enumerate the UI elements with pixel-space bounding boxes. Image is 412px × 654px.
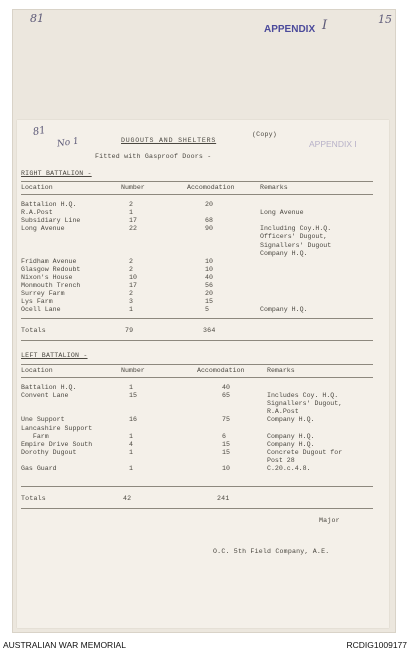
- cell-number: 1: [129, 465, 133, 472]
- cell-number: 2: [129, 201, 133, 208]
- cell-remarks: Company H.Q.: [260, 249, 308, 257]
- cell-location: Nixon's House: [21, 273, 73, 281]
- cell-accommodation: 15: [222, 440, 230, 448]
- cell-remarks: Company H.Q.: [267, 416, 315, 424]
- divider: [21, 486, 373, 487]
- cell-number: 17: [129, 217, 137, 225]
- appendix-faint-stamp: APPENDIX I: [309, 139, 357, 149]
- cell-location: Glasgow Redoubt: [21, 265, 81, 273]
- cell-number: 1: [129, 306, 133, 314]
- signature-rank: Major: [319, 517, 340, 524]
- cell-location: Empire Drive South: [21, 440, 93, 448]
- col-header-accommodation: Accomodation: [197, 367, 245, 374]
- cell-location: Convent Lane: [21, 392, 69, 400]
- cell-location: Ocell Lane: [21, 306, 61, 314]
- cell-accommodation: 75: [222, 416, 230, 424]
- cell-remarks: Signallers' Dugout: [260, 241, 332, 249]
- right-totals-label: Totals: [21, 327, 46, 334]
- table-row: [17, 416, 389, 424]
- cell-accommodation: 56: [205, 282, 213, 289]
- cell-number: 1: [129, 209, 133, 217]
- document-title: DUGOUTS AND SHELTERS: [121, 137, 217, 144]
- cell-accommodation: 90: [205, 225, 213, 233]
- col-header-location: Location: [21, 367, 53, 374]
- document-page: [17, 120, 389, 628]
- cell-accommodation: 15: [222, 448, 230, 456]
- table-row: [17, 201, 389, 209]
- table-row: [17, 384, 389, 392]
- cell-number: 2: [129, 265, 133, 273]
- cell-remarks: Includes Coy. H.Q.: [267, 392, 339, 400]
- cell-accommodation: 65: [222, 392, 230, 400]
- right-totals-accommodation: 364: [203, 327, 216, 334]
- table-row: [17, 449, 389, 457]
- left-totals-label: Totals: [21, 495, 46, 502]
- cell-accommodation: 10: [205, 265, 213, 273]
- right-battalion-heading: RIGHT BATTALION -: [21, 170, 92, 177]
- appendix-stamp: APPENDIX: [264, 24, 316, 35]
- cell-accommodation: 40: [205, 273, 213, 281]
- cell-location: Fridham Avenue: [21, 257, 77, 265]
- divider: [21, 181, 373, 182]
- cell-number: 1: [129, 432, 133, 440]
- cell-accommodation: 5: [205, 306, 209, 314]
- table-row: [17, 457, 389, 465]
- table-row: [17, 425, 389, 433]
- left-totals-number: 42: [123, 495, 132, 502]
- table-row: [17, 274, 389, 282]
- table-row: [17, 400, 389, 408]
- table-row: [17, 242, 389, 250]
- cell-remarks: Long Avenue: [260, 209, 304, 217]
- cell-number: 16: [129, 416, 137, 424]
- table-row: [17, 441, 389, 449]
- cell-number: 2: [129, 290, 133, 298]
- left-battalion-heading: LEFT BATTALION -: [21, 352, 88, 359]
- table-row: [17, 298, 389, 306]
- cell-remarks: C.20.c.4.8.: [267, 465, 311, 472]
- copy-folio-number: 81: [32, 124, 47, 139]
- table-row: [17, 392, 389, 400]
- cell-location: Long Avenue: [21, 225, 65, 233]
- cell-location: Subsidiary Line: [21, 217, 81, 225]
- cell-number: 4: [129, 440, 133, 448]
- cell-location: Lancashire Support: [21, 424, 93, 432]
- cell-remarks: Officers' Dugout,: [260, 233, 328, 241]
- divider: [21, 508, 373, 509]
- divider: [21, 318, 373, 319]
- table-row: [17, 290, 389, 298]
- cell-number: 10: [129, 273, 137, 281]
- table-row: [17, 433, 389, 441]
- signature-unit: O.C. 5th Field Company, A.E.: [213, 548, 330, 555]
- footer-record-id: RCDIG1009177: [346, 640, 407, 650]
- folio-number-top-left: 81: [30, 12, 44, 25]
- table-row: [17, 233, 389, 241]
- cell-number: 2: [129, 257, 133, 265]
- archive-footer: [0, 636, 412, 654]
- copy-label: (Copy): [252, 131, 277, 138]
- col-header-location: Location: [21, 184, 53, 191]
- cell-accommodation: 40: [222, 384, 230, 391]
- left-totals-accommodation: 241: [217, 495, 230, 502]
- table-row: [17, 209, 389, 217]
- cell-location: Farm: [21, 432, 49, 440]
- cell-remarks: Company H.Q.: [260, 306, 308, 314]
- cell-accommodation: 10: [205, 257, 213, 265]
- cell-location: Dorothy Dugout: [21, 448, 77, 456]
- cell-location: Une Support: [21, 416, 65, 424]
- table-row: [17, 225, 389, 233]
- cell-number: 15: [129, 392, 137, 400]
- cell-remarks: Post 28: [267, 456, 295, 464]
- right-totals-number: 79: [125, 327, 134, 334]
- cell-remarks: Signallers' Dugout,: [267, 400, 343, 408]
- table-row: [17, 250, 389, 258]
- cell-location: Lys Farm: [21, 298, 53, 306]
- cell-number: 22: [129, 225, 137, 233]
- col-header-number: Number: [121, 367, 145, 374]
- table-row: [17, 465, 389, 473]
- col-header-remarks: Remarks: [260, 184, 288, 191]
- divider: [21, 364, 373, 365]
- col-header-accommodation: Accomodation: [187, 184, 235, 191]
- cell-number: 1: [129, 448, 133, 456]
- cell-location: Surrey Farm: [21, 290, 65, 298]
- col-header-number: Number: [121, 184, 145, 191]
- table-row: [17, 266, 389, 274]
- cell-accommodation: 20: [205, 290, 213, 298]
- copy-note: No 1: [56, 136, 80, 150]
- cell-number: 17: [129, 282, 137, 289]
- divider: [21, 194, 373, 195]
- table-row: [17, 306, 389, 314]
- cell-remarks: Company H.Q.: [267, 432, 315, 440]
- table-row: [17, 408, 389, 416]
- table-row: [17, 217, 389, 225]
- divider: [21, 340, 373, 341]
- cell-location: Battalion H.Q.: [21, 384, 77, 391]
- cell-remarks: Including Coy.H.Q.: [260, 225, 332, 233]
- col-header-remarks: Remarks: [267, 367, 295, 374]
- cell-accommodation: 15: [205, 298, 213, 306]
- divider: [21, 377, 373, 378]
- cell-location: Monmouth Trench: [21, 282, 81, 289]
- cell-remarks: Company H.Q.: [267, 440, 315, 448]
- cell-accommodation: 6: [222, 432, 226, 440]
- cell-number: 3: [129, 298, 133, 306]
- cell-remarks: R.A.Post: [267, 408, 299, 416]
- cell-location: Gas Guard: [21, 465, 57, 472]
- appendix-handwritten-mark: I: [322, 18, 328, 33]
- cell-accommodation: 68: [205, 217, 213, 225]
- folio-number-top-right: 15: [378, 13, 392, 26]
- cell-accommodation: 20: [205, 201, 213, 208]
- document-subtitle: Fitted with Gasproof Doors -: [95, 153, 212, 160]
- cell-accommodation: 10: [222, 465, 230, 472]
- table-row: [17, 258, 389, 266]
- cell-location: Battalion H.Q.: [21, 201, 77, 208]
- cell-number: 1: [129, 384, 133, 391]
- footer-institution: AUSTRALIAN WAR MEMORIAL: [3, 640, 126, 650]
- cell-remarks: Concrete Dugout for: [267, 448, 343, 456]
- cell-location: R.A.Post: [21, 209, 53, 217]
- table-row: [17, 282, 389, 290]
